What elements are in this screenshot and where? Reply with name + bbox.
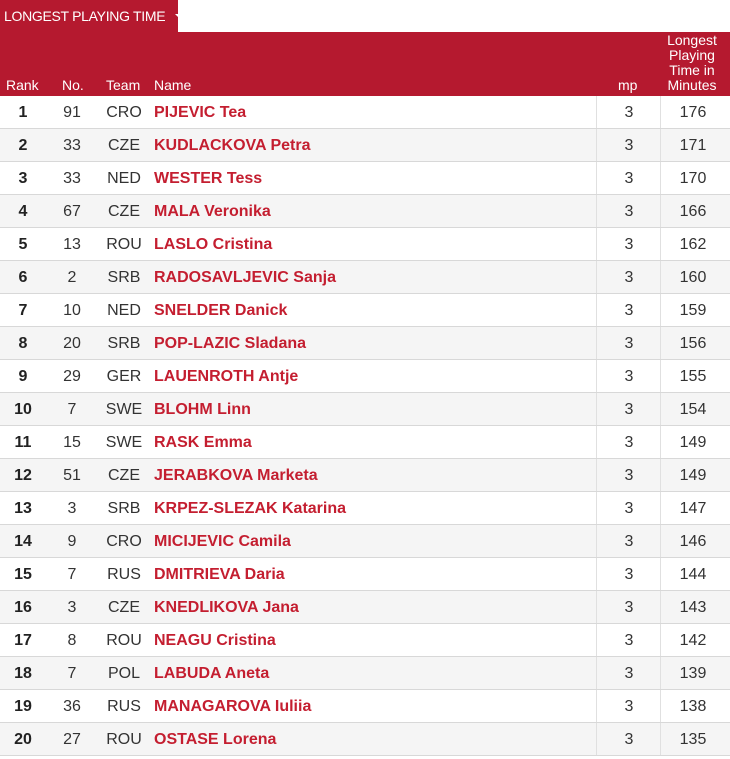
number-cell: 10 [63,302,81,319]
column-divider [660,657,661,689]
player-name-link[interactable]: MICIJEVIC Camila [154,533,291,550]
column-divider [660,426,661,458]
column-header-matches-played[interactable]: mp [618,77,638,93]
table-row [0,195,730,228]
rank-cell: 1 [18,104,28,121]
team-cell: RUS [107,566,141,583]
minutes-cell: 176 [679,104,707,121]
rank-cell: 16 [14,599,32,616]
column-divider [596,360,597,392]
matches-played-cell: 3 [624,170,634,187]
number-cell: 15 [63,434,81,451]
table-row [0,96,730,129]
matches-played-cell: 3 [624,302,634,319]
team-cell: SWE [105,434,143,451]
minutes-cell: 160 [679,269,707,286]
number-cell: 36 [63,698,81,715]
number-cell: 7 [67,566,77,583]
matches-played-cell: 3 [624,698,634,715]
number-cell: 3 [67,599,77,616]
column-divider [596,162,597,194]
rank-cell: 2 [18,137,28,154]
column-divider [596,195,597,227]
rank-cell: 8 [18,335,28,352]
number-cell: 7 [67,401,77,418]
minutes-cell: 166 [679,203,707,220]
column-divider [596,591,597,623]
rank-cell: 18 [14,665,32,682]
team-cell: SRB [107,269,141,286]
table-row [0,162,730,195]
matches-played-cell: 3 [624,500,634,517]
column-divider [596,294,597,326]
matches-played-cell: 3 [624,368,634,385]
number-cell: 27 [63,731,81,748]
player-name-link[interactable]: NEAGU Cristina [154,632,276,649]
column-divider [596,558,597,590]
team-cell: CRO [106,533,142,550]
minutes-cell: 139 [679,665,707,682]
team-cell: SRB [107,335,141,352]
minutes-cell: 147 [679,500,707,517]
player-name-link[interactable]: SNELDER Danick [154,302,288,319]
column-divider [660,723,661,755]
column-divider [660,459,661,491]
rank-cell: 14 [14,533,32,550]
player-name-link[interactable]: MANAGAROVA Iuliia [154,698,312,715]
minutes-cell: 146 [679,533,707,550]
minutes-cell: 171 [679,137,707,154]
dropdown-label: LONGEST PLAYING TIME [4,8,166,24]
team-cell: POL [107,665,140,682]
caret-down-icon[interactable] [175,14,187,20]
player-name-link[interactable]: DMITRIEVA Daria [154,566,285,583]
table-row [0,327,730,360]
column-header-minutes[interactable]: Longest Playing Time in Minutes [667,32,717,93]
matches-played-cell: 3 [624,434,634,451]
team-cell: CZE [108,137,140,154]
table-row [0,525,730,558]
rank-cell: 19 [14,698,32,715]
table-row [0,294,730,327]
player-name-link[interactable]: OSTASE Lorena [154,731,277,748]
column-divider [596,228,597,260]
rank-cell: 3 [18,170,28,187]
minutes-cell: 162 [679,236,707,253]
rank-cell: 13 [14,500,32,517]
team-cell: SWE [105,401,143,418]
column-divider [596,690,597,722]
rank-cell: 9 [18,368,28,385]
number-cell: 29 [63,368,81,385]
player-name-link[interactable]: LASLO Cristina [154,236,273,253]
number-cell: 13 [63,236,81,253]
player-name-link[interactable]: MALA Veronika [154,203,271,220]
stat-category-dropdown[interactable] [0,0,178,32]
minutes-cell: 138 [679,698,707,715]
column-divider [596,129,597,161]
column-divider [660,162,661,194]
column-divider [596,624,597,656]
rank-cell: 10 [14,401,32,418]
matches-played-cell: 3 [624,269,634,286]
column-divider [596,393,597,425]
rank-cell: 20 [14,731,32,748]
team-cell: CZE [108,599,140,616]
column-divider [660,492,661,524]
rank-cell: 5 [18,236,28,253]
number-cell: 3 [67,500,77,517]
matches-played-cell: 3 [624,137,634,154]
team-cell: GER [106,368,142,385]
column-header-name[interactable]: Name [154,77,192,93]
column-divider [660,525,661,557]
minutes-cell: 142 [679,632,707,649]
table-row [0,228,730,261]
team-cell: CZE [108,467,140,484]
number-cell: 51 [63,467,81,484]
player-name-link[interactable]: KNEDLIKOVA Jana [154,599,299,616]
column-divider [660,195,661,227]
minutes-cell: 135 [679,731,707,748]
column-divider [660,591,661,623]
matches-played-cell: 3 [624,632,634,649]
column-divider [596,525,597,557]
table-row [0,624,730,657]
number-cell: 8 [67,632,77,649]
matches-played-cell: 3 [624,533,634,550]
column-divider [596,459,597,491]
player-name-link[interactable]: RADOSAVLJEVIC Sanja [154,269,336,286]
minutes-cell: 170 [679,170,707,187]
minutes-cell: 159 [679,302,707,319]
column-divider [660,228,661,260]
table-row [0,657,730,690]
player-name-link[interactable]: POP-LAZIC Sladana [154,335,307,352]
top-bar [0,0,730,32]
matches-played-cell: 3 [624,665,634,682]
team-cell: ROU [106,731,142,748]
column-divider [660,624,661,656]
table-row [0,360,730,393]
column-divider [660,129,661,161]
column-divider [660,558,661,590]
number-cell: 91 [63,104,81,121]
column-divider [660,360,661,392]
column-divider [660,96,661,128]
table-row [0,723,730,756]
player-name-link[interactable]: JERABKOVA Marketa [154,467,318,484]
table-row [0,558,730,591]
matches-played-cell: 3 [624,401,634,418]
table-row [0,459,730,492]
table-row [0,690,730,723]
rank-cell: 15 [14,566,32,583]
team-cell: NED [107,302,141,319]
rank-cell: 4 [18,203,28,220]
player-name-link[interactable]: KRPEZ-SLEZAK Katarina [154,500,347,517]
minutes-cell: 155 [679,368,707,385]
player-name-link[interactable]: LABUDA Aneta [154,665,270,682]
table-row [0,591,730,624]
table-row [0,426,730,459]
matches-played-cell: 3 [624,104,634,121]
number-cell: 7 [67,665,77,682]
rank-cell: 11 [14,434,32,451]
matches-played-cell: 3 [624,203,634,220]
table-row [0,393,730,426]
table-row [0,261,730,294]
rank-cell: 17 [14,632,32,649]
player-name-link[interactable]: KUDLACKOVA Petra [154,137,311,154]
minutes-cell: 143 [679,599,707,616]
team-cell: NED [107,170,141,187]
rank-cell: 6 [18,269,28,286]
column-divider [596,96,597,128]
number-cell: 33 [63,170,81,187]
team-cell: CRO [106,104,142,121]
column-divider [596,327,597,359]
minutes-cell: 156 [679,335,707,352]
rank-cell: 7 [18,302,28,319]
column-divider [660,393,661,425]
column-divider [596,492,597,524]
matches-played-cell: 3 [624,731,634,748]
team-cell: CZE [108,203,140,220]
number-cell: 2 [67,269,77,286]
minutes-cell: 149 [679,434,707,451]
table-header [0,32,730,96]
rank-cell: 12 [14,467,32,484]
matches-played-cell: 3 [624,236,634,253]
column-header-rank[interactable]: Rank [6,77,39,93]
team-cell: ROU [106,632,142,649]
matches-played-cell: 3 [624,599,634,616]
team-cell: SRB [107,500,141,517]
player-name-link[interactable]: LAUENROTH Antje [154,368,299,385]
column-divider [596,426,597,458]
matches-played-cell: 3 [624,566,634,583]
number-cell: 20 [63,335,81,352]
column-divider [660,294,661,326]
number-cell: 33 [63,137,81,154]
player-name-link[interactable]: WESTER Tess [154,170,263,187]
column-divider [660,261,661,293]
number-cell: 9 [67,533,77,550]
player-name-link[interactable]: RASK Emma [154,434,252,451]
team-cell: RUS [107,698,141,715]
minutes-cell: 154 [679,401,707,418]
matches-played-cell: 3 [624,467,634,484]
minutes-cell: 149 [679,467,707,484]
column-header-team[interactable]: Team [106,77,141,93]
column-divider [660,690,661,722]
number-cell: 67 [63,203,81,220]
column-divider [660,327,661,359]
column-divider [596,657,597,689]
table-body [0,96,730,756]
table-row [0,129,730,162]
team-cell: ROU [106,236,142,253]
column-divider [596,261,597,293]
column-header-number[interactable]: No. [62,77,84,93]
table-row [0,492,730,525]
player-name-link[interactable]: PIJEVIC Tea [154,104,247,121]
player-name-link[interactable]: BLOHM Linn [154,401,251,418]
minutes-cell: 144 [679,566,707,583]
matches-played-cell: 3 [624,335,634,352]
column-divider [596,723,597,755]
